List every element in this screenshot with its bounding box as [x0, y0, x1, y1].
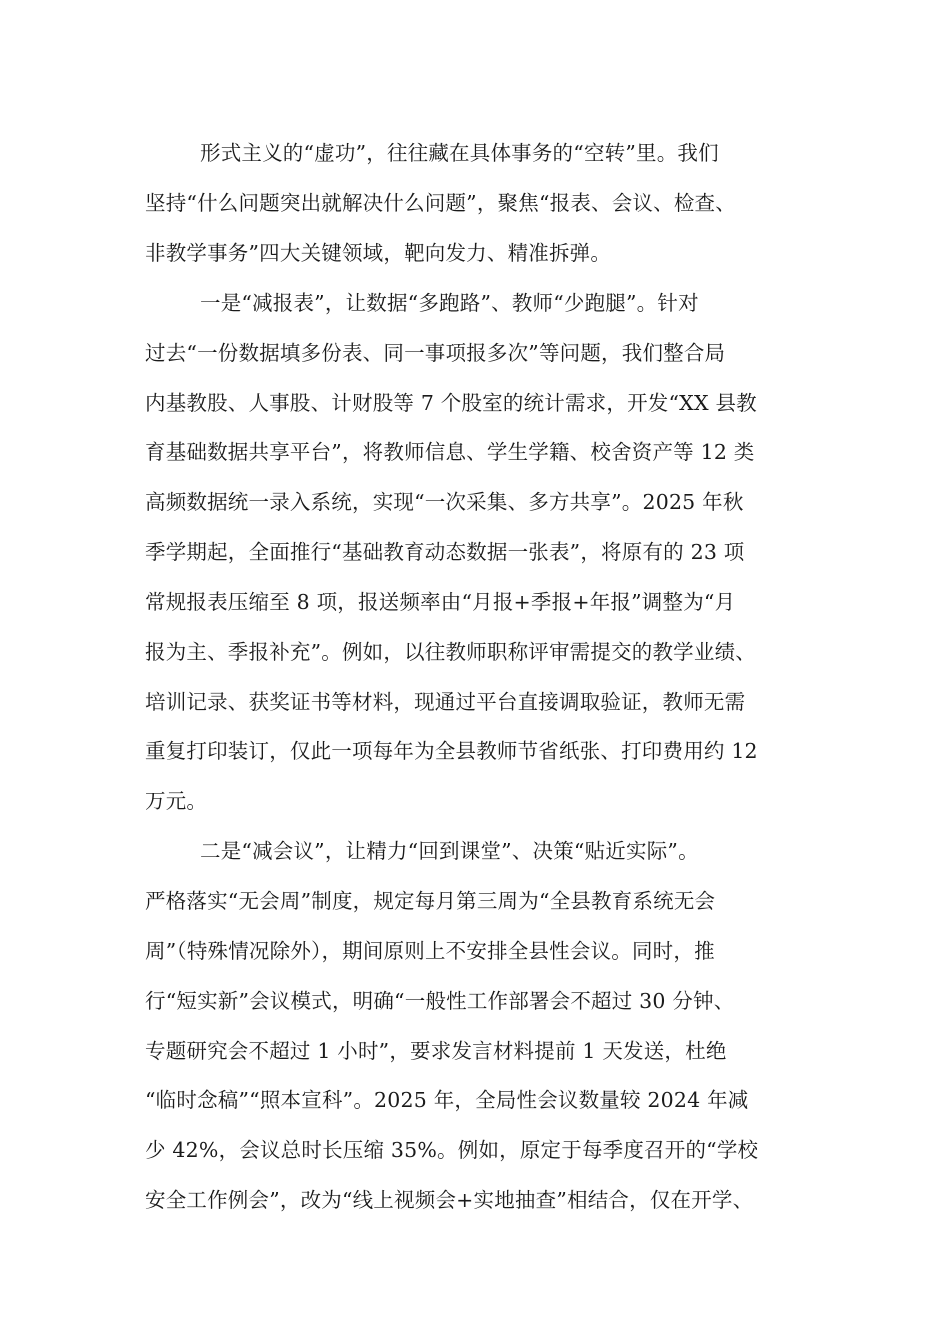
text-line: 重复打印装订，仅此一项每年为全县教师节省纸张、打印费用约 12 [145, 739, 758, 763]
text-line: 专题研究会不超过 1 小时”，要求发言材料提前 1 天发送，杜绝 [145, 1039, 727, 1063]
text-line: 育基础数据共享平台”，将教师信息、学生学籍、校舍资产等 12 类 [145, 440, 755, 464]
text-line: 坚持“什么问题突出就解决什么问题”，聚焦“报表、会议、检查、 [145, 191, 736, 215]
text-line: 非教学事务”四大关键领域，靶向发力、精准拆弹。 [145, 241, 612, 265]
text-line: 二是“减会议”，让精力“回到课堂”、决策“贴近实际”。 [200, 839, 699, 863]
text-line: 高频数据统一录入系统，实现“一次采集、多方共享”。2025 年秋 [145, 490, 744, 514]
text-line: “临时念稿”“照本宣科”。2025 年，全局性会议数量较 2024 年减 [145, 1088, 749, 1112]
text-line: 季学期起，全面推行“基础教育动态数据一张表”，将原有的 23 项 [145, 540, 745, 564]
text-line: 行“短实新”会议模式，明确“一般性工作部署会不超过 30 分钟、 [145, 989, 735, 1013]
text-line: 过去“一份数据填多份表、同一事项报多次”等问题，我们整合局 [145, 341, 726, 365]
text-line: 培训记录、获奖证书等材料，现通过平台直接调取验证，教师无需 [145, 690, 746, 714]
text-line: 严格落实“无会周”制度，规定每月第三周为“全县教育系统无会 [145, 889, 716, 913]
text-line: 少 42%，会议总时长压缩 35%。例如，原定于每季度召开的“学校 [145, 1138, 759, 1162]
text-line: 报为主、季报补充”。例如，以往教师职称评审需提交的教学业绩、 [145, 640, 756, 664]
text-line: 万元。 [145, 789, 208, 813]
text-line: 周”（特殊情况除外），期间原则上不安排全县性会议。同时，推 [145, 939, 715, 963]
text-line: 内基教股、人事股、计财股等 7 个股室的统计需求，开发“XX 县教 [145, 391, 757, 415]
text-line: 形式主义的“虚功”，往往藏在具体事务的“空转”里。我们 [200, 141, 719, 165]
text-line: 一是“减报表”，让数据“多跑路”、教师“少跑腿”。针对 [200, 291, 699, 315]
text-line: 常规报表压缩至 8 项，报送频率由“月报+季报+年报”调整为“月 [145, 590, 736, 614]
text-line: 安全工作例会”，改为“线上视频会+实地抽查”相结合，仅在开学、 [145, 1188, 754, 1212]
